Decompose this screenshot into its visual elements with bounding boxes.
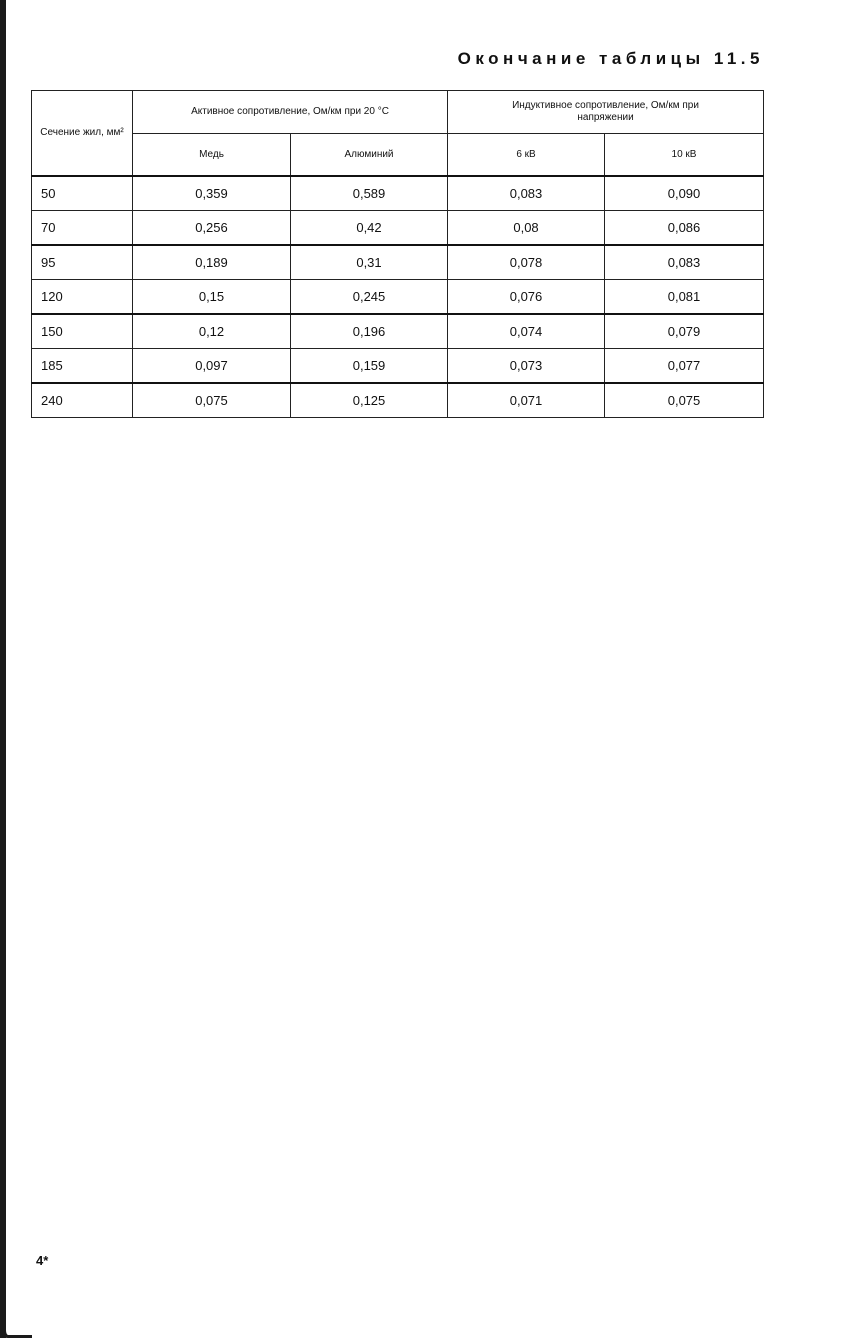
copper-cell: 0,097: [133, 349, 291, 384]
scan-bottom-corner: [0, 1325, 32, 1338]
aluminum-cell: 0,196: [291, 314, 448, 349]
voltage-6kv-header: 6 кВ: [448, 134, 605, 177]
page-footer-mark: 4*: [36, 1253, 49, 1268]
kv10-cell: 0,086: [605, 211, 764, 246]
table-row: [32, 349, 764, 384]
section-cell: 50: [32, 176, 133, 211]
scan-left-edge: [0, 0, 6, 1338]
table-row: [32, 245, 764, 280]
aluminum-cell: 0,245: [291, 280, 448, 315]
kv10-cell: 0,083: [605, 245, 764, 280]
copper-header: Медь: [133, 134, 291, 177]
active-resistance-header: Активное сопротивление, Ом/км при 20 °С: [133, 91, 448, 134]
table-row: [32, 176, 764, 211]
aluminum-cell: 0,31: [291, 245, 448, 280]
copper-cell: 0,12: [133, 314, 291, 349]
aluminum-cell: 0,125: [291, 383, 448, 418]
kv6-cell: 0,08: [448, 211, 605, 246]
kv10-cell: 0,079: [605, 314, 764, 349]
copper-cell: 0,15: [133, 280, 291, 315]
aluminum-cell: 0,42: [291, 211, 448, 246]
copper-cell: 0,189: [133, 245, 291, 280]
resistance-table: [31, 90, 764, 418]
voltage-10kv-header: 10 кВ: [605, 134, 764, 177]
copper-cell: 0,256: [133, 211, 291, 246]
section-cell: 70: [32, 211, 133, 246]
kv6-cell: 0,074: [448, 314, 605, 349]
kv6-cell: 0,083: [448, 176, 605, 211]
kv6-cell: 0,078: [448, 245, 605, 280]
table-continuation-title: Окончание таблицы 11.5: [457, 49, 764, 68]
section-cell: 150: [32, 314, 133, 349]
section-cell: 120: [32, 280, 133, 315]
section-cell: 95: [32, 245, 133, 280]
aluminum-cell: 0,589: [291, 176, 448, 211]
aluminum-cell: 0,159: [291, 349, 448, 384]
kv6-cell: 0,071: [448, 383, 605, 418]
kv10-cell: 0,077: [605, 349, 764, 384]
table-row: [32, 211, 764, 246]
kv10-cell: 0,090: [605, 176, 764, 211]
inductive-resistance-header: Индуктивное сопротивление, Ом/км при напряжении: [448, 91, 764, 134]
kv10-cell: 0,081: [605, 280, 764, 315]
table-row: [32, 280, 764, 315]
section-header: Сечение жил, мм²: [32, 91, 133, 177]
kv6-cell: 0,073: [448, 349, 605, 384]
table-row: [32, 314, 764, 349]
section-cell: 240: [32, 383, 133, 418]
table-row: [32, 383, 764, 418]
kv10-cell: 0,075: [605, 383, 764, 418]
aluminum-header: Алюминий: [291, 134, 448, 177]
section-cell: 185: [32, 349, 133, 384]
copper-cell: 0,075: [133, 383, 291, 418]
kv6-cell: 0,076: [448, 280, 605, 315]
copper-cell: 0,359: [133, 176, 291, 211]
